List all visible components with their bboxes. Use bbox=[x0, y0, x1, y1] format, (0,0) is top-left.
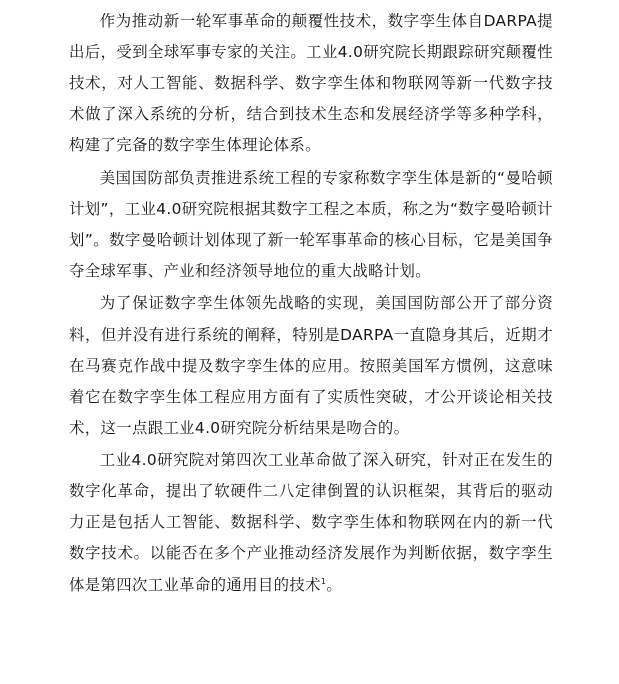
paragraph-3: 为了保证数字孪生体领先战略的实现，美国国防部公开了部分资料，但并没有进行系统的阐释，特别是DARPA一直隐身其后，近期才在马赛克作战中提及数字孪生体的应用。按照美国军方惯例，这意味着它在数字孪生体工程应用方面有了实质性突破，才公开谈论相关技术，这一点跟工业4.0研究院分析结果是吻合的。 bbox=[69, 294, 553, 437]
paragraph-2: 美国国防部负责推进系统工程的专家称数字孪生体是新的“曼哈顿计划”，工业4.0研究院根据其数字工程之本质，称之为“数字曼哈顿计划”。数字曼哈顿计划体现了新一轮军事革命的核心目标，它是美国争夺全球军事、产业和经济领导地位的重大战略计划。 bbox=[69, 168, 553, 281]
footnote-mark: 1 bbox=[320, 576, 327, 586]
paragraph-4-end: 。 bbox=[326, 575, 343, 594]
document-body bbox=[69, 6, 553, 601]
paragraph-4-text: 工业4.0研究院对第四次工业革命做了深入研究，针对正在发生的数字化革命，提出了软硬件二八定律倒置的认识框架，其背后的驱动力正是包括人工智能、数据科学、数字孪生体和物联网在内的新一代数字技术。以能否在多个产业推动经济发展作为判断依据，数字孪生体是第四次工业革命的通用目的技术 bbox=[69, 451, 553, 594]
paragraph-1: 作为推动新一轮军事革命的颠覆性技术，数字孪生体自DARPA提出后，受到全球军事专家的关注。工业4.0研究院长期跟踪研究颠覆性技术，对人工智能、数据科学、数字孪生体和物联网等新一代数字技术做了深入系统的分析，结合到技术生态和发展经济学等多种学科，构建了完备的数字孪生体理论体系。 bbox=[69, 12, 553, 155]
paragraph-4 bbox=[69, 445, 553, 600]
